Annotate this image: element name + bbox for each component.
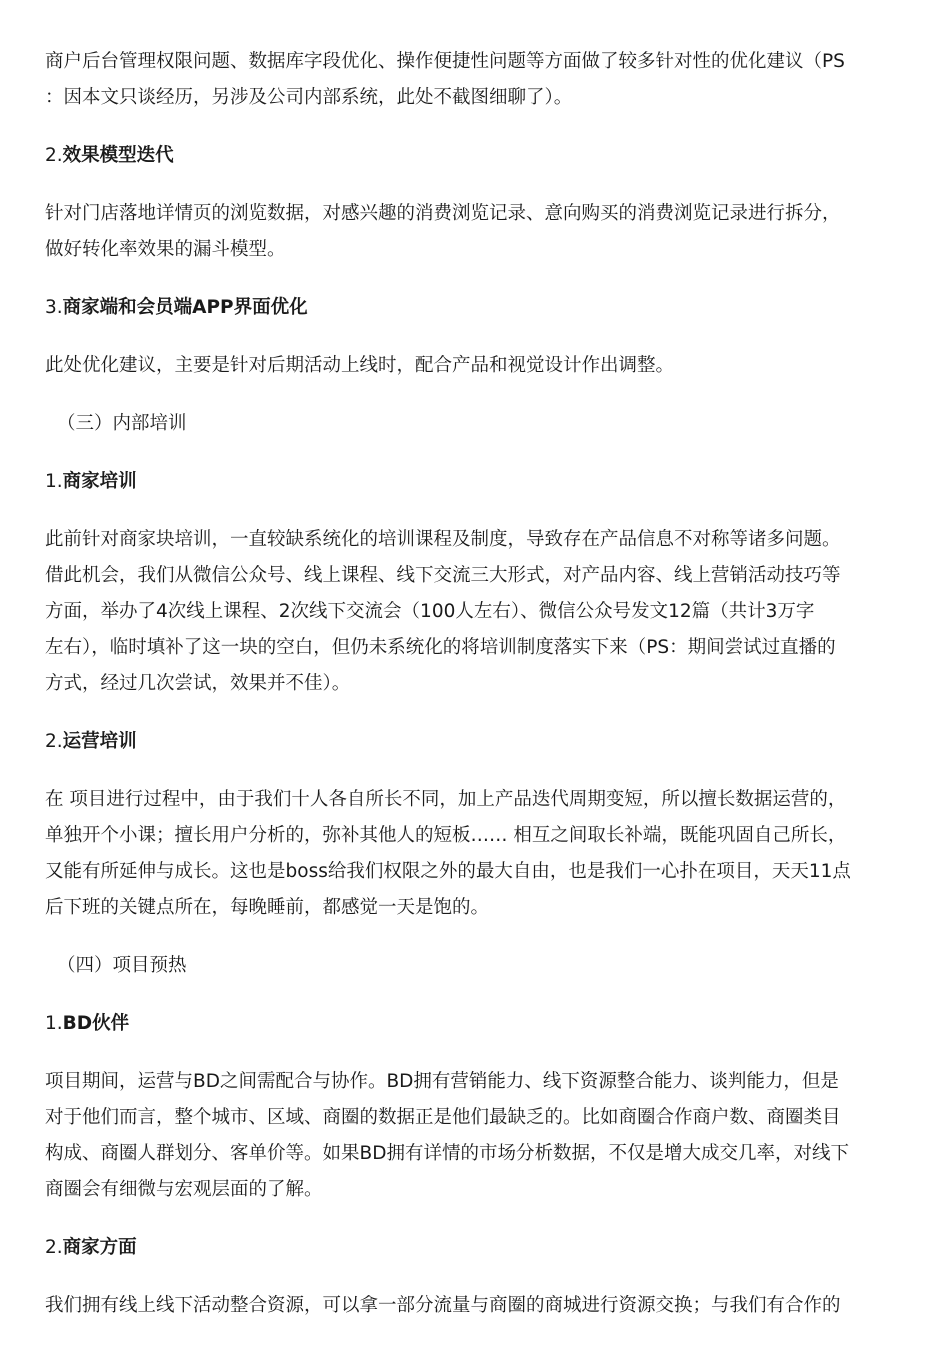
paragraph-ops-training [45,782,907,926]
text-line: 方面，举办了4次线上课程、2次线下交流会（100人左右）、微信公众号发文12篇（共计3万字 [45,601,815,622]
paragraph-merchant-training [45,522,907,702]
paragraph-merchant-side [45,1288,907,1324]
text-line: 此处优化建议，主要是针对后期活动上线时，配合产品和视觉设计作出调整。 [45,355,675,376]
heading-number: 1. [45,471,63,492]
heading-ops-training [45,724,907,760]
heading-number: 2. [45,1237,63,1258]
heading-number: 2. [45,145,63,166]
heading-title: 商家培训 [62,471,137,492]
text-line: 后下班的关键点所在，每晚睡前，都感觉一天是饱的。 [45,897,490,918]
paragraph-app-ui [45,348,907,384]
heading-bd-partners [45,1006,907,1042]
text-line: 此前针对商家块培训，一直较缺系统化的培训课程及制度，导致存在产品信息不对称等诸多问题。 [45,529,841,550]
text-line: 单独开个小课；擅长用户分析的，弥补其他人的短板…… 相互之间取长补端，既能巩固自己所长， [45,825,847,846]
text-line: 左右），临时填补了这一块的空白，但仍未系统化的将培训制度落实下来（PS：期间尝试过直播的 [45,637,836,658]
text-line: 借此机会，我们从微信公众号、线上课程、线下交流三大形式，对产品内容、线上营销活动技巧等 [45,565,841,586]
text-line: 我们拥有线上线下活动整合资源，可以拿一部分流量与商圈的商城进行资源交换；与我们有合作的 [45,1295,841,1316]
document-page [45,44,907,1324]
text-line: 针对门店落地详情页的浏览数据，对感兴趣的消费浏览记录、意向购买的消费浏览记录进行拆分， [45,203,841,224]
paragraph-admin-optimization [45,44,907,116]
section-project-warmup: （四）项目预热 [57,955,187,976]
heading-number: 1. [45,1013,63,1034]
heading-merchant-side [45,1230,907,1266]
text-line: 对于他们而言，整个城市、区域、商圈的数据正是他们最缺乏的。比如商圈合作商户数、商圈类目 [45,1107,841,1128]
heading-number: 3. [45,297,63,318]
text-line: 做好转化率效果的漏斗模型。 [45,239,286,260]
heading-title: 商家方面 [62,1237,137,1258]
heading-title: 效果模型迭代 [62,145,174,166]
text-line: 商户后台管理权限问题、数据库字段优化、操作便捷性问题等方面做了较多针对性的优化建议（PS [45,51,845,72]
heading-title: 运营培训 [62,731,137,752]
heading-title: 商家端和会员端APP界面优化 [62,297,308,318]
heading-title: BD伙伴 [62,1013,130,1034]
text-line: 构成、商圈人群划分、客单价等。如果BD拥有详情的市场分析数据，不仅是增大成交几率，对线下 [45,1143,849,1164]
heading-merchant-training [45,464,907,500]
text-line: 商圈会有细微与宏观层面的了解。 [45,1179,323,1200]
heading-app-ui [45,290,907,326]
heading-effect-model [45,138,907,174]
text-line: 项目期间，运营与BD之间需配合与协作。BD拥有营销能力、线下资源整合能力、谈判能力，但是 [45,1071,839,1092]
text-line: 方式，经过几次尝试，效果并不佳）。 [45,673,351,694]
paragraph-effect-model [45,196,907,268]
paragraph-bd-partners [45,1064,907,1208]
heading-number: 2. [45,731,63,752]
text-line: 又能有所延伸与成长。这也是boss给我们权限之外的最大自由，也是我们一心扑在项目，天天11点 [45,861,851,882]
text-line: ：因本文只谈经历，另涉及公司内部系统，此处不截图细聊了）。 [45,87,573,108]
text-line: 在 项目进行过程中，由于我们十人各自所长不同，加上产品迭代周期变短，所以擅长数据运营的， [45,789,847,810]
section-internal-training: （三）内部培训 [57,413,187,434]
